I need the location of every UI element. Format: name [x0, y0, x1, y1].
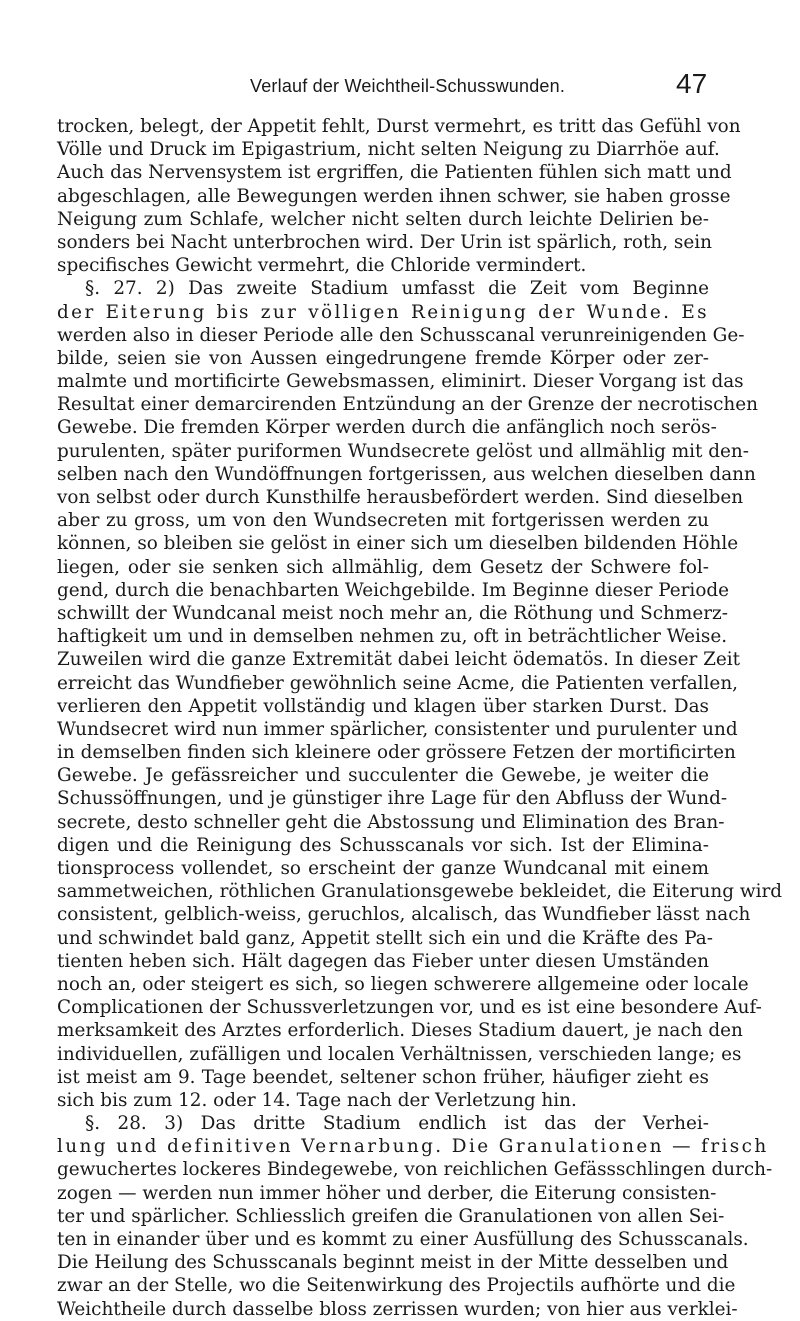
- text-line: purulenten, später puriformen Wundsecrete gelöst und allmählig mit den-: [57, 440, 749, 462]
- text-line: sammetweichen, röthlichen Granulationsgewebe bekleidet, die Eiterung wird: [57, 881, 783, 903]
- text-line: secrete, desto schneller geht die Abstossung und Elimination des Bran-: [57, 811, 725, 833]
- text-line: lung und definitiven Vernarbung. Die Granulationen — frisch: [57, 1136, 769, 1158]
- text-line: Neigung zum Schlafe, welcher nicht selten durch leichte Delirien be-: [57, 208, 709, 230]
- text-line: Zuweilen wird die ganze Extremität dabei leicht ödematös. In dieser Zeit: [57, 649, 741, 671]
- text-line: trocken, belegt, der Appetit fehlt, Durst vermehrt, es tritt das Gefühl von: [57, 116, 741, 137]
- running-title: Verlauf der Weichtheil-Schusswunden.: [250, 76, 566, 96]
- text-line: Wundsecret wird nun immer spärlicher, consistenter und purulenter und: [57, 718, 738, 740]
- text-line: und schwindet bald ganz, Appetit stellt sich ein und die Kräfte des Pa-: [57, 927, 713, 949]
- text-line: gewuchertes lockeres Bindegewebe, von reichlichen Gefässschlingen durch-: [57, 1159, 773, 1181]
- text-line: ten in einander über und es kommt zu einer Ausfüllung des Schusscanals.: [57, 1229, 749, 1250]
- text-line: digen und die Reinigung des Schusscanals vor sich. Ist der Elimina-: [57, 834, 709, 856]
- text-line: zogen — werden nun immer höher und derber, die Eiterung consisten-: [57, 1182, 717, 1204]
- text-line: Die Heilung des Schusscanals beginnt meist in der Mitte desselben und: [57, 1252, 729, 1274]
- section-heading-28: §. 28. 3) Das dritte Stadium endlich ist das der Verhei-: [85, 1113, 709, 1135]
- text-line: individuellen, zufälligen und localen Verhältnissen, verschieden lange; es: [57, 1043, 742, 1065]
- text-line: zwar an der Stelle, wo die Seitenwirkung des Projectils aufhörte und die: [57, 1275, 736, 1297]
- text-line: Gewebe. Die fremden Körper werden durch die anfänglich noch serös-: [57, 417, 717, 439]
- text-line: schwillt der Wundcanal meist noch mehr an, die Röthung und Schmerz-: [57, 602, 728, 624]
- text-line: liegen, oder sie senken sich allmählig, dem Gesetz der Schwere fol-: [57, 556, 709, 578]
- text-line: Völle und Druck im Epigastrium, nicht selten Neigung zu Diarrhöe auf.: [57, 139, 720, 161]
- text-line: Weichtheile durch dasselbe bloss zerrissen wurden; von hier aus verklei-: [57, 1298, 738, 1320]
- text-line: merksamkeit des Arztes erforderlich. Dieses Stadium dauert, je nach den: [57, 1020, 743, 1042]
- text-line: ist meist am 9. Tage beendet, seltener schon früher, häufiger zieht es: [57, 1066, 709, 1088]
- text-line: consistent, gelblich-weiss, geruchlos, alcalisch, das Wundfieber lässt nach: [57, 904, 751, 926]
- text-line: Resultat einer demarcirenden Entzündung an der Grenze der necrotischen: [57, 394, 758, 416]
- text-line: gend, durch die benachbarten Weichgebilde. Im Beginne dieser Periode: [57, 579, 730, 601]
- text-line: von selbst oder durch Kunsthilfe herausbefördert werden. Sind dieselben: [57, 487, 744, 508]
- text-line: sonders bei Nacht unterbrochen wird. Der Urin ist spärlich, roth, sein: [57, 231, 712, 253]
- text-line: Gewebe. Je gefässreicher und succulenter die Gewebe, je weiter die: [57, 765, 709, 787]
- section-heading-27: §. 27. 2) Das zweite Stadium umfasst die Zeit vom Beginne: [85, 278, 709, 300]
- text-line: noch an, oder steigert es sich, so liegen schwerere allgemeine oder locale: [57, 973, 749, 995]
- text-line: erreicht das Wundfieber gewöhnlich seine Acme, die Patienten verfallen,: [57, 672, 739, 694]
- text-line: tienten heben sich. Hält dagegen das Fieber unter diesen Umständen: [57, 950, 709, 972]
- text-line: abgeschlagen, alle Bewegungen werden ihnen schwer, sie haben grosse: [57, 185, 731, 207]
- text-line: selben nach den Wundöffnungen fortgerissen, aus welchen dieselben dann: [57, 463, 756, 485]
- text-line: ter und spärlicher. Schliesslich greifen die Granulationen von allen Sei-: [57, 1205, 725, 1227]
- text-line: Auch das Nervensystem ist ergriffen, die Patienten fühlen sich matt und: [57, 162, 732, 184]
- body-text: [57, 115, 783, 1321]
- text-line: bilde, seien sie von Aussen eingedrungene fremde Körper oder zer-: [57, 347, 709, 369]
- text-line: Complicationen der Schussverletzungen vor, und es ist eine besondere Auf-: [57, 997, 762, 1019]
- text-line: haftigkeit um und in demselben nehmen zu, oft in beträchtlicher Weise.: [57, 626, 728, 648]
- text-line: specifisches Gewicht vermehrt, die Chloride vermindert.: [57, 255, 587, 277]
- text-line: der Eiterung bis zur völligen Reinigung der Wunde. Es: [57, 301, 709, 323]
- text-line: können, so bleiben sie gelöst in einer sich um dieselben bildenden Höhle: [57, 533, 739, 555]
- text-line: Schussöffnungen, und je günstiger ihre Lage für den Abfluss der Wund-: [57, 788, 728, 810]
- page-number: 47: [676, 68, 708, 99]
- text-line: tionsprocess vollendet, so erscheint der ganze Wundcanal mit einem: [57, 858, 709, 879]
- text-line: aber zu gross, um von den Wundsecreten mit fortgerissen werden zu: [57, 510, 709, 532]
- text-line: in demselben finden sich kleinere oder grössere Fetzen der mortificirten: [57, 742, 736, 764]
- text-line: werden also in dieser Periode alle den Schusscanal verunreinigenden Ge-: [57, 324, 745, 346]
- page-header: [0, 62, 800, 112]
- text-line: sich bis zum 12. oder 14. Tage nach der Verletzung hin.: [57, 1089, 577, 1111]
- text-line: verlieren den Appetit vollständig und klagen über starken Durst. Das: [57, 695, 709, 717]
- text-line: malmte und mortificirte Gewebsmassen, eliminirt. Dieser Vorgang ist das: [57, 371, 744, 393]
